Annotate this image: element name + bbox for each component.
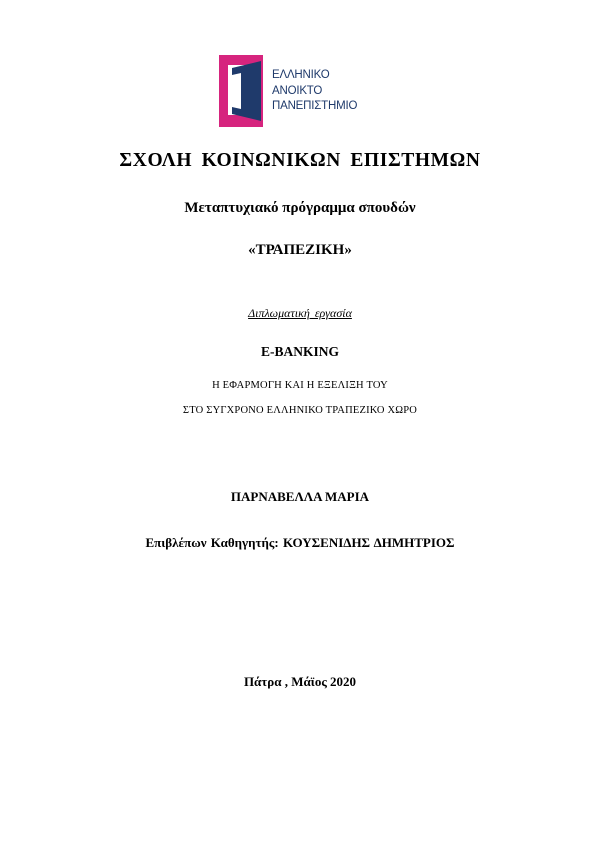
program-name: Μεταπτυχιακό πρόγραμμα σπουδών: [184, 200, 416, 216]
logo-emblem-icon: [219, 55, 267, 127]
university-logo: [219, 55, 364, 127]
logo-text: [272, 68, 357, 115]
author-name: ΠΑΡΝΑΒΕΛΛΑ ΜΑΡΙΑ: [230, 489, 370, 504]
thesis-subtitle-line-2: ΣΤΟ ΣΥΓΧΡΟΝΟ ΕΛΛΗΝΙΚΟ ΤΡΑΠΕΖΙΚΟ ΧΩΡΟ: [182, 405, 418, 416]
thesis-subtitle-line-1: Η ΕΦΑΡΜΟΓΗ ΚΑΙ Η ΕΞΕΛΙΞΗ ΤΟΥ: [212, 380, 388, 391]
logo-line-1: ΕΛΛΗΝΙΚΟ: [272, 69, 330, 81]
thesis-label: Διπλωματική εργασία: [248, 306, 352, 320]
place-date: Πάτρα , Μάϊος 2020: [243, 674, 357, 689]
logo-line-3: ΠΑΝΕΠΙΣΤΗΜΙΟ: [272, 100, 358, 112]
specialization: «ΤΡΑΠΕΖΙΚΗ»: [248, 242, 352, 258]
supervisor: Επιβλέπων Καθηγητής: ΚΟΥΣΕΝΙΔΗΣ ΔΗΜΗΤΡΙΟΣ: [145, 535, 455, 550]
thesis-topic: E-BANKING: [260, 344, 339, 359]
school-name: ΣΧΟΛΗ ΚΟΙΝΩΝΙΚΩΝ ΕΠΙΣΤΗΜΩΝ: [119, 150, 481, 171]
logo-line-2: ΑΝΟΙΚΤΟ: [272, 84, 323, 97]
